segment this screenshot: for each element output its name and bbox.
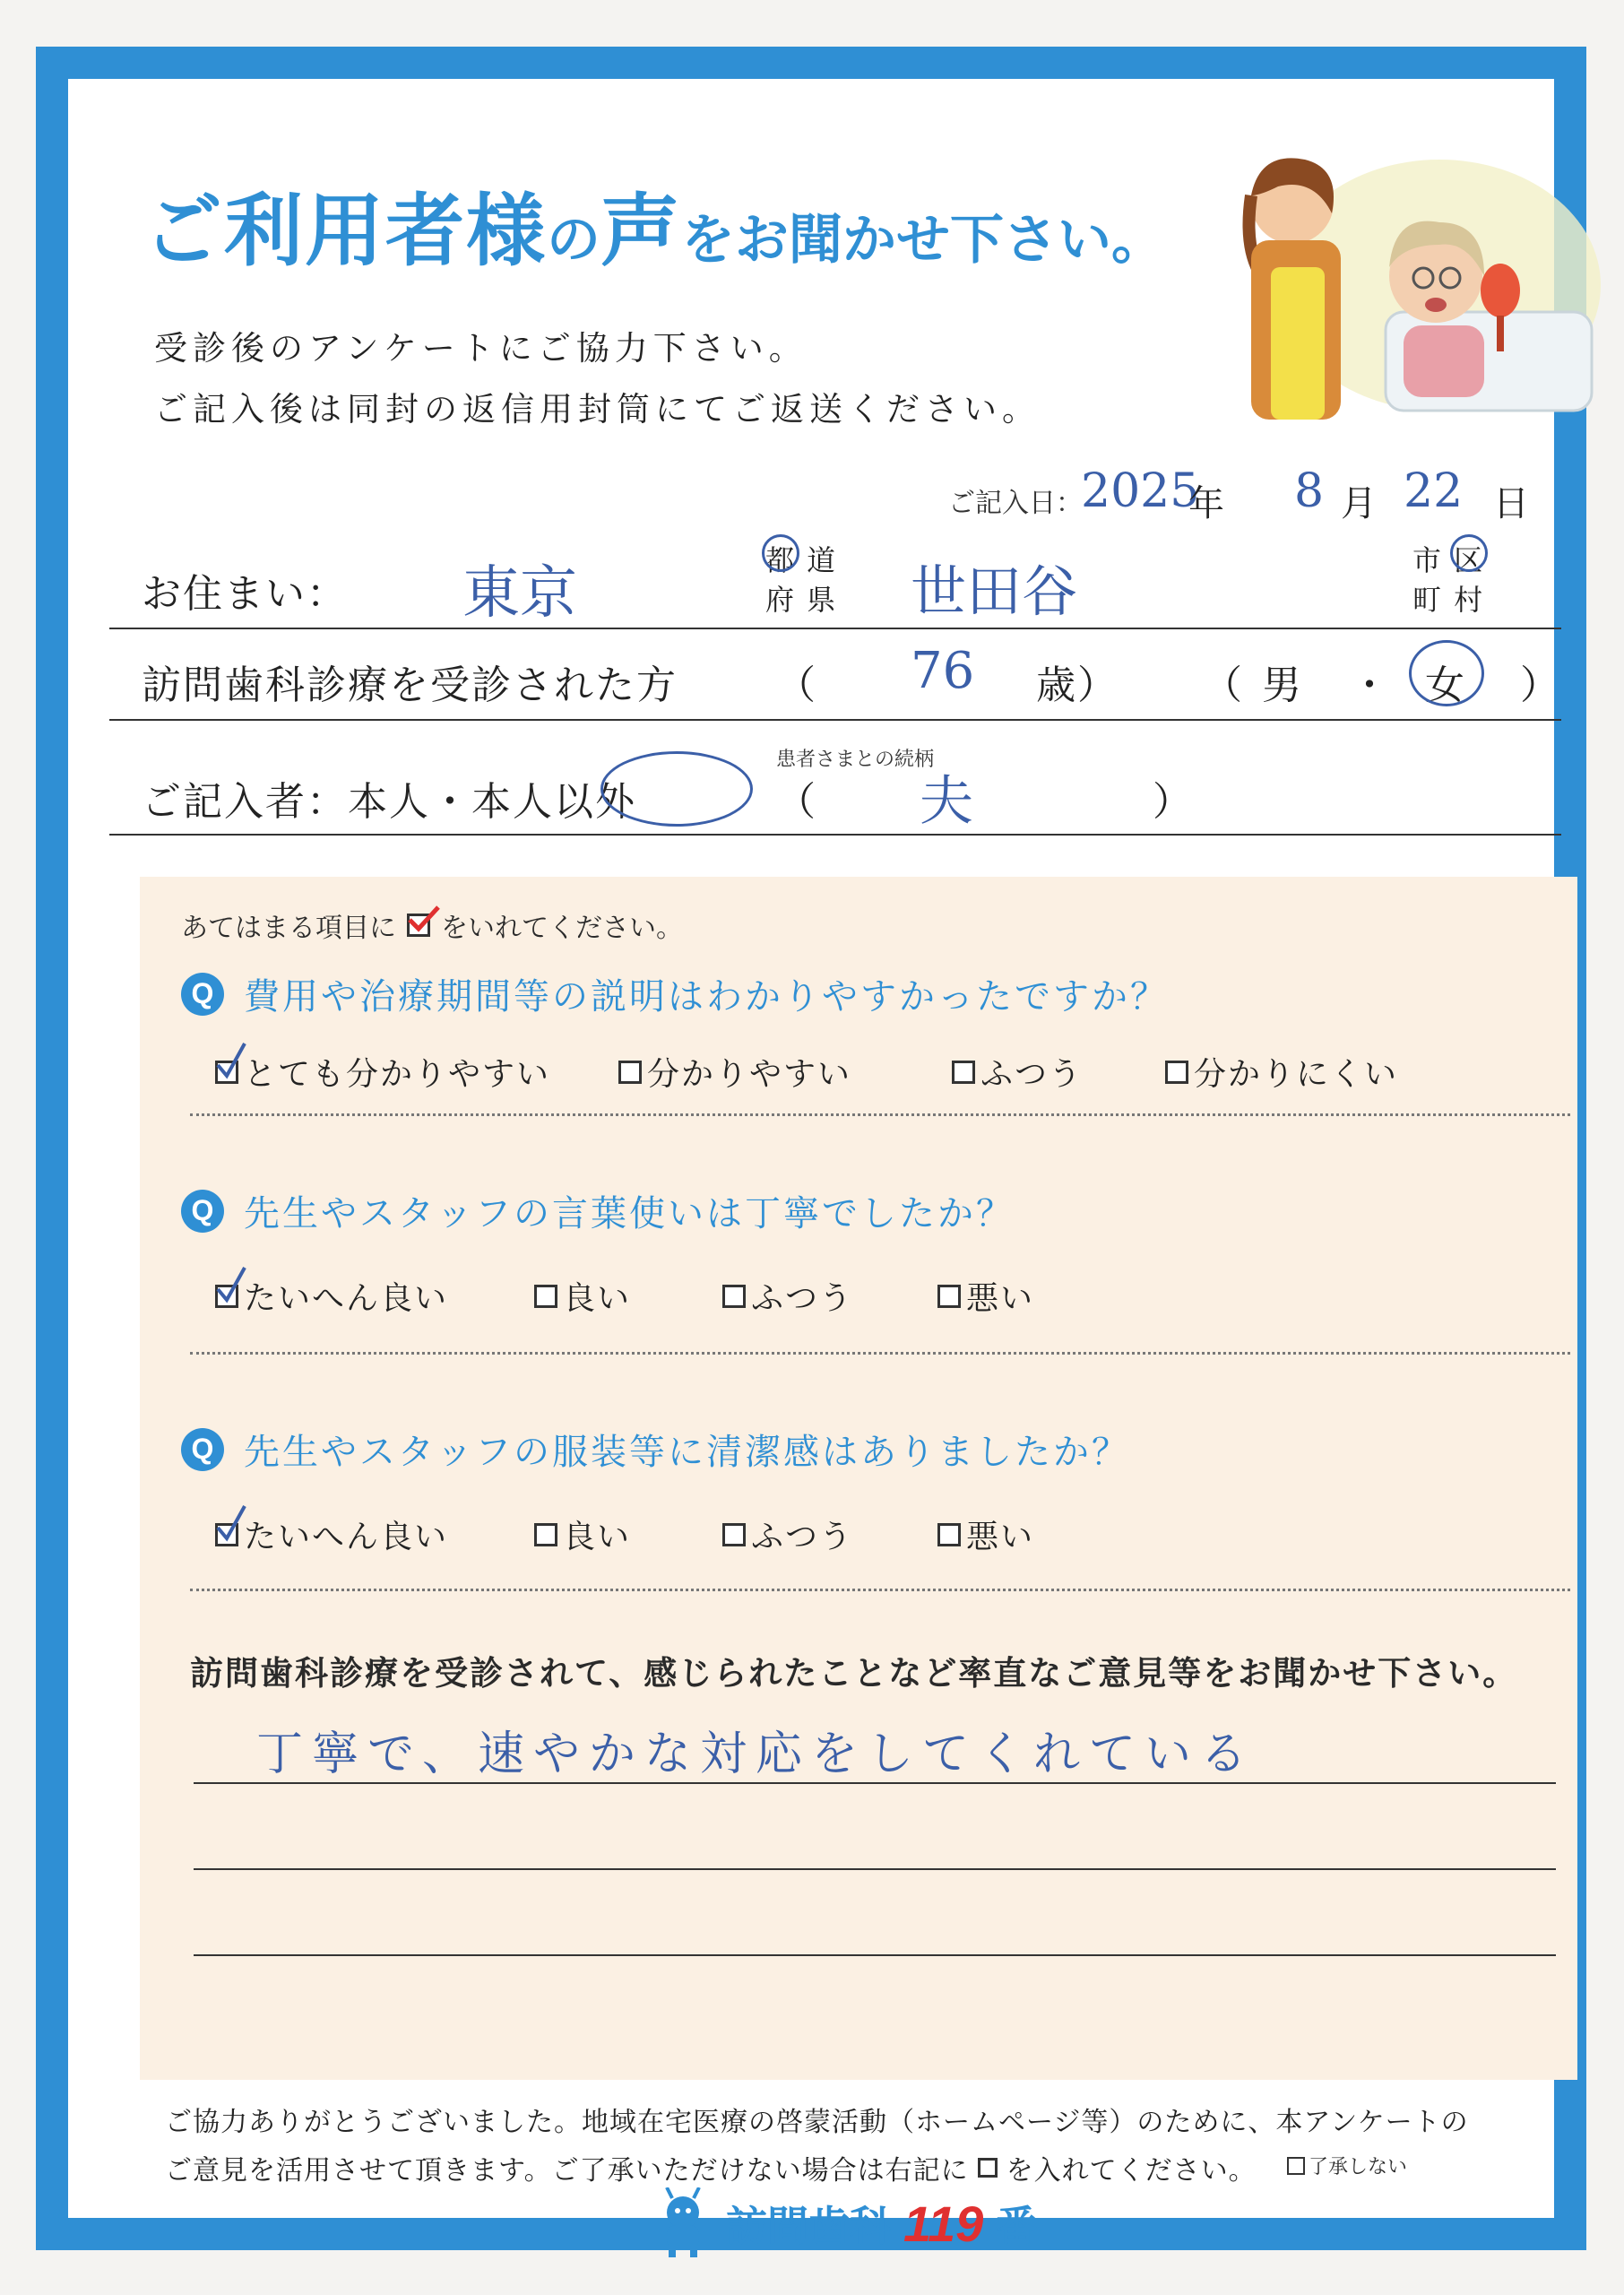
check-instruction xyxy=(181,905,683,945)
checkbox[interactable] xyxy=(215,1523,238,1546)
comment-line xyxy=(194,1782,1556,1784)
date-month[interactable]: 8 xyxy=(1294,464,1325,518)
check-instruction-text-2: をいれてください。 xyxy=(441,913,683,944)
prefecture-options-bottom: 府 県 xyxy=(765,583,838,617)
year-unit: 年 xyxy=(1188,483,1226,524)
caregiver-illustration xyxy=(1215,133,1601,455)
checkbox[interactable] xyxy=(215,1061,238,1084)
checkbox[interactable] xyxy=(618,1061,642,1084)
option-label: 良い xyxy=(563,1519,632,1555)
comment-line xyxy=(194,1868,1556,1870)
date-label: ご記入日： xyxy=(948,488,1083,519)
option-label: 分かりやすい xyxy=(647,1056,852,1093)
check-icon xyxy=(214,1503,250,1542)
dotted-divider xyxy=(190,1352,1570,1355)
question-text: 先生やスタッフの言葉使いは丁寧でしたか？ xyxy=(244,1193,1015,1234)
divider xyxy=(109,834,1561,836)
age-value[interactable]: 76 xyxy=(911,642,975,700)
option-label: とても分かりやすい xyxy=(244,1056,551,1093)
q2-option-bad[interactable] xyxy=(937,1273,1034,1319)
checkbox[interactable] xyxy=(534,1285,557,1308)
city-value[interactable]: 世田谷 xyxy=(911,559,1078,624)
brand-logo xyxy=(651,2187,1037,2259)
q3-option-normal[interactable] xyxy=(722,1511,853,1557)
sample-checkbox xyxy=(978,2158,998,2178)
comment-prompt: 訪問歯科診療を受診されて、感じられたことなど率直なご意見等をお聞かせ下さい。 xyxy=(190,1654,1518,1693)
q1-option-normal[interactable] xyxy=(952,1049,1083,1095)
gender-female[interactable]: 女 xyxy=(1425,663,1466,708)
checkbox[interactable] xyxy=(534,1523,557,1546)
title-text-1: ご利用者様 xyxy=(143,185,548,277)
footer-line-2 xyxy=(165,2148,1257,2187)
sample-checkbox xyxy=(407,914,430,937)
check-icon xyxy=(214,1264,250,1303)
option-label: ふつう xyxy=(751,1519,854,1555)
date-day[interactable]: 22 xyxy=(1404,464,1464,518)
q1-option-very-clear[interactable] xyxy=(215,1049,550,1095)
writer-label: ご記入者：本人・本人以外 xyxy=(142,779,636,825)
instruction-line-1: 受診後のアンケートにご協力下さい。 xyxy=(154,329,808,368)
question-icon: Q xyxy=(181,973,224,1016)
q1-option-unclear[interactable] xyxy=(1165,1049,1398,1095)
comment-text[interactable]: 丁寧で、速やかな対応をしてくれている xyxy=(256,1728,1256,1781)
deer-mascot-icon xyxy=(651,2187,713,2259)
footer-line-1: ご協力ありがとうございました。地域在宅医療の啓蒙活動（ホームページ等）のために、本アンケートの xyxy=(165,2107,1469,2138)
option-label: 悪い xyxy=(966,1519,1035,1555)
checkbox[interactable] xyxy=(215,1285,238,1308)
age-open-paren: （ xyxy=(776,663,817,708)
gender-separator: ・ xyxy=(1350,663,1391,708)
question-icon: Q xyxy=(181,1428,224,1471)
q2-option-good[interactable] xyxy=(534,1273,631,1319)
question-3 xyxy=(181,1424,1130,1475)
prefecture-options-top: 都 道 xyxy=(765,543,838,577)
q2-option-very-good[interactable] xyxy=(215,1273,448,1319)
option-label: 分かりにくい xyxy=(1194,1056,1399,1093)
city-options-bottom: 町 村 xyxy=(1412,583,1485,617)
day-unit: 日 xyxy=(1493,483,1531,524)
instruction-line-2: ご記入後は同封の返信用封筒にてご返送ください。 xyxy=(154,390,1041,429)
gender-open-paren: （ xyxy=(1203,663,1244,708)
check-instruction-text: あてはまる項目に xyxy=(181,913,396,944)
gender-close-paren: ） xyxy=(1520,663,1561,708)
question-2 xyxy=(181,1185,1015,1236)
divider xyxy=(109,719,1561,721)
title-text-2: の xyxy=(547,209,601,272)
relation-open-paren: （ xyxy=(776,779,817,825)
question-text: 費用や治療期間等の説明はわかりやすかったですか？ xyxy=(244,976,1169,1018)
q2-option-normal[interactable] xyxy=(722,1273,853,1319)
checkbox[interactable] xyxy=(1165,1061,1188,1084)
q3-option-bad[interactable] xyxy=(937,1511,1034,1557)
relation-value[interactable]: 夫 xyxy=(920,770,973,833)
red-check-icon xyxy=(406,904,442,934)
survey-section xyxy=(140,877,1577,2080)
q3-option-very-good[interactable] xyxy=(215,1511,448,1557)
city-circle-mark xyxy=(1450,534,1488,572)
divider xyxy=(109,628,1561,629)
option-label: たいへん良い xyxy=(244,1519,449,1555)
q3-option-good[interactable] xyxy=(534,1511,631,1557)
checkbox[interactable] xyxy=(722,1285,746,1308)
option-label: たいへん良い xyxy=(244,1280,449,1317)
logo-suffix: 番 xyxy=(996,2203,1038,2249)
question-1 xyxy=(181,968,1169,1019)
survey-card xyxy=(68,79,1561,2252)
footer-text-2: を入れてください。 xyxy=(1006,2155,1257,2187)
q1-option-clear[interactable] xyxy=(618,1049,851,1095)
check-icon xyxy=(214,1040,250,1079)
checkbox[interactable] xyxy=(952,1061,975,1084)
other-person-circle-mark xyxy=(600,751,753,827)
option-label: 良い xyxy=(563,1280,632,1317)
survey-card-border xyxy=(36,47,1586,2250)
decline-option[interactable] xyxy=(1287,2152,1407,2179)
footer-text: ご意見を活用させて頂きます。ご了承いただけない場合は右記に xyxy=(165,2155,969,2187)
date-year[interactable]: 2025 xyxy=(1081,464,1200,518)
decline-label: 了承しない xyxy=(1309,2156,1408,2178)
relation-caption: 患者さまとの続柄 xyxy=(776,749,935,771)
month-unit: 月 xyxy=(1341,483,1378,524)
female-circle-mark xyxy=(1409,640,1484,706)
checkbox[interactable] xyxy=(722,1523,746,1546)
question-icon: Q xyxy=(181,1190,224,1233)
logo-number: 119 xyxy=(903,2195,984,2252)
checkbox[interactable] xyxy=(937,1523,961,1546)
gender-male[interactable]: 男 xyxy=(1262,663,1303,708)
age-unit: 歳） xyxy=(1036,663,1119,708)
dotted-divider xyxy=(190,1589,1570,1591)
decline-checkbox[interactable] xyxy=(1287,2157,1305,2175)
option-label: ふつう xyxy=(980,1056,1084,1093)
option-label: ふつう xyxy=(751,1280,854,1317)
patient-label: 訪問歯科診療を受診された方 xyxy=(142,663,678,708)
logo-text: 訪問歯科 xyxy=(726,2203,891,2249)
question-text: 先生やスタッフの服装等に清潔感はありましたか？ xyxy=(244,1432,1130,1473)
checkbox[interactable] xyxy=(937,1285,961,1308)
prefecture-value[interactable]: 東京 xyxy=(462,560,577,627)
dotted-divider xyxy=(190,1113,1570,1116)
option-label: 悪い xyxy=(966,1280,1035,1317)
comment-line xyxy=(194,1954,1556,1956)
title-text-4: をお聞かせ下さい。 xyxy=(681,209,1166,272)
prefecture-circle-mark xyxy=(762,534,799,572)
form-title xyxy=(143,169,1165,281)
relation-close-paren: ） xyxy=(1153,779,1194,825)
title-text-3: 声 xyxy=(600,185,682,277)
address-label: お住まい： xyxy=(142,571,348,617)
city-options-top: 市 区 xyxy=(1412,543,1485,577)
